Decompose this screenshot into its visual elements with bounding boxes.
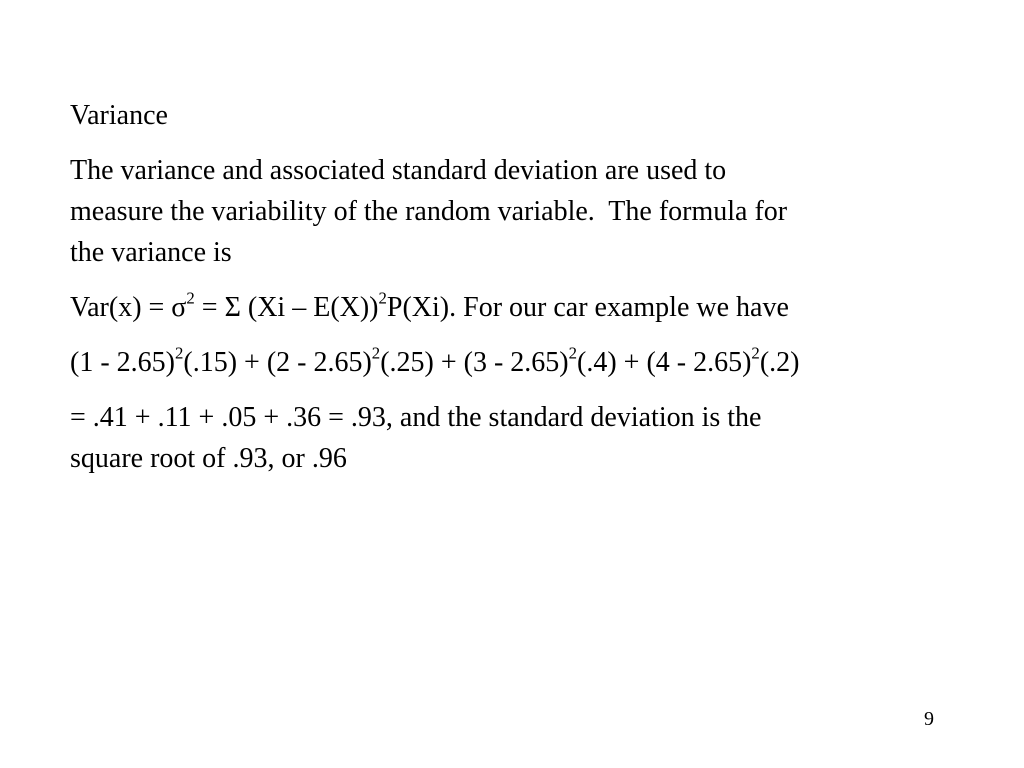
formula-part-c: P(Xi). For our car example we have	[386, 292, 789, 323]
expansion-exponent-2: 2	[371, 343, 381, 363]
expansion-exponent-1: 2	[174, 343, 184, 363]
intro-paragraph	[70, 150, 970, 273]
heading-text: Variance	[70, 100, 168, 131]
result-paragraph	[70, 397, 970, 479]
expansion-exponent-4: 2	[751, 343, 760, 363]
expansion-term-3: (.25) + (3 - 2.65)	[380, 347, 569, 378]
formula-exponent-2: 2	[378, 288, 387, 308]
result-line-1: = .41 + .11 + .05 + .36 = .93, and the standard deviation is the	[70, 402, 762, 433]
expansion-term-1: (1 - 2.65)	[70, 347, 175, 378]
result-line-2: square root of .93, or .96	[70, 443, 347, 474]
page-number: 9	[924, 708, 934, 730]
intro-line-3: the variance is	[70, 237, 232, 268]
slide-heading	[70, 95, 970, 136]
expansion-term-2: (.15) + (2 - 2.65)	[183, 347, 372, 378]
intro-line-2: measure the variability of the random variable. The formula for	[70, 196, 788, 227]
variance-expansion	[70, 342, 970, 383]
variance-formula	[70, 287, 970, 328]
intro-line-1: The variance and associated standard deviation are used to	[70, 155, 727, 186]
expansion-term-5: (.2)	[759, 347, 800, 378]
expansion-exponent-3: 2	[568, 343, 577, 363]
formula-part-b: = Σ (Xi – E(X))	[194, 292, 379, 323]
expansion-term-4: (.4) + (4 - 2.65)	[577, 347, 752, 378]
slide-content	[70, 95, 970, 493]
formula-exponent-1: 2	[186, 288, 195, 308]
formula-part-a: Var(x) = σ	[70, 292, 187, 323]
